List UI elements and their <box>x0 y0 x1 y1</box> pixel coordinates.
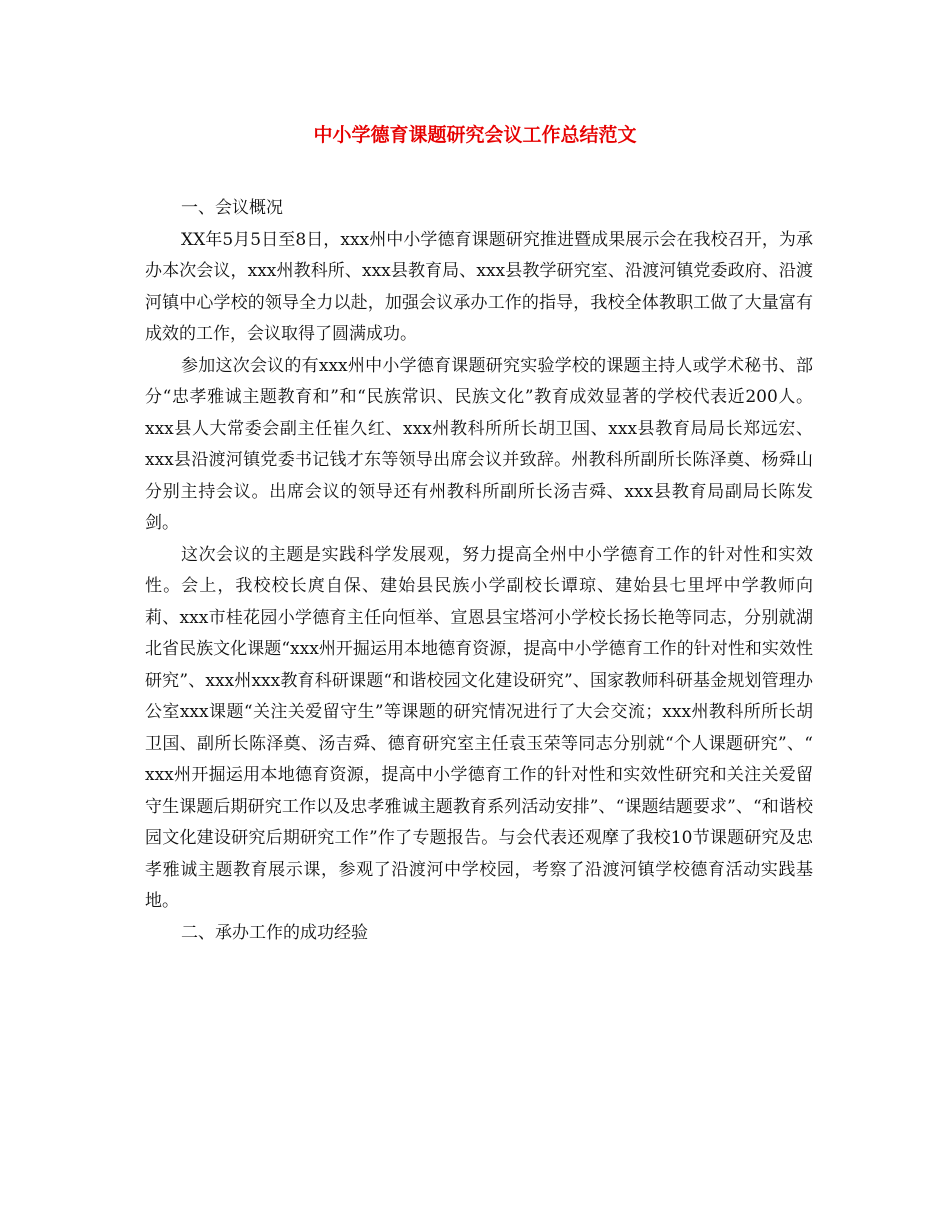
section-heading-experience: 二、承办工作的成功经验 <box>181 922 368 943</box>
paragraph-attendees: 参加这次会议的有xxx州中小学德育课题研究实验学校的课题主持人或学术秘书、部分“忠孝雅诚主题教育和”和“民族常识、民族文化”教育成效显著的学校代表近200人。xxx县人大常委会副主任崔久红、xxx州教科所所长胡卫国、xxx县教育局局长郑远宏、xxx县沿渡河镇党委书记钱才东等领导出席会议并致辞。州教科所副所长陈泽奠、杨舜山分别主持会议。出席会议的领导还有州教科所副所长汤吉舜、xxx县教育局副局长陈发剑。 <box>145 355 813 533</box>
section-heading-overview: 一、会议概况 <box>181 198 283 218</box>
document-title: 中小学德育课题研究会议工作总结范文 <box>313 124 637 146</box>
paragraph-meeting-overview: XX年5月5日至8日，xxx州中小学德育课题研究推进暨成果展示会在我校召开，为承办本次会议，xxx州教科所、xxx县教育局、xxx县教学研究室、沿渡河镇党委政府、沿渡河镇中心学校的领导全力以赴，加强会议承办工作的指导，我校全体教职工做了大量富有成效的工作，会议取得了圆满成功。 <box>145 229 813 344</box>
document-body <box>145 193 813 949</box>
paragraph-meeting-theme: 这次会议的主题是实践科学发展观，努力提高全州中小学德育工作的针对性和实效性。会上，我校校长庹自保、建始县民族小学副校长谭琼、建始县七里坪中学教师向 莉、xxx市桂花园小学德育主任向恒举、宣恩县宝塔河小学校长扬长艳等同志，分别就湖北省民族文化课题“xxx州开掘运用本地德育资源，提高中小学德育工作的针对性和实效性研究”、xxx州xxx教育科研课题“和谐校园文化建设研究”、国家教师科研基金规划管理办公室xxx课题“关注关爱留守生”等课题的研究情况进行了大会交流；xxx州教科所所长胡卫国、副所长陈泽奠、汤吉舜、德育研究室主任袁玉荣等同志分别就“个人课题研究”、“ xxx州开掘运用本地德育资源，提高中小学德育工作的针对性和实效性研究和关注关爱留守生课题后期研究工作以及忠孝雅诚主题教育系列活动安排”、“课题结题要求”、“和谐校园文化建设研究后期研究工作”作了专题报告。与会代表还观摩了我校10节课题研究及忠孝雅诚主题教育展示课，参观了沿渡河中学校园，考察了沿渡河镇学校德育活动实践基地。 <box>145 544 813 911</box>
